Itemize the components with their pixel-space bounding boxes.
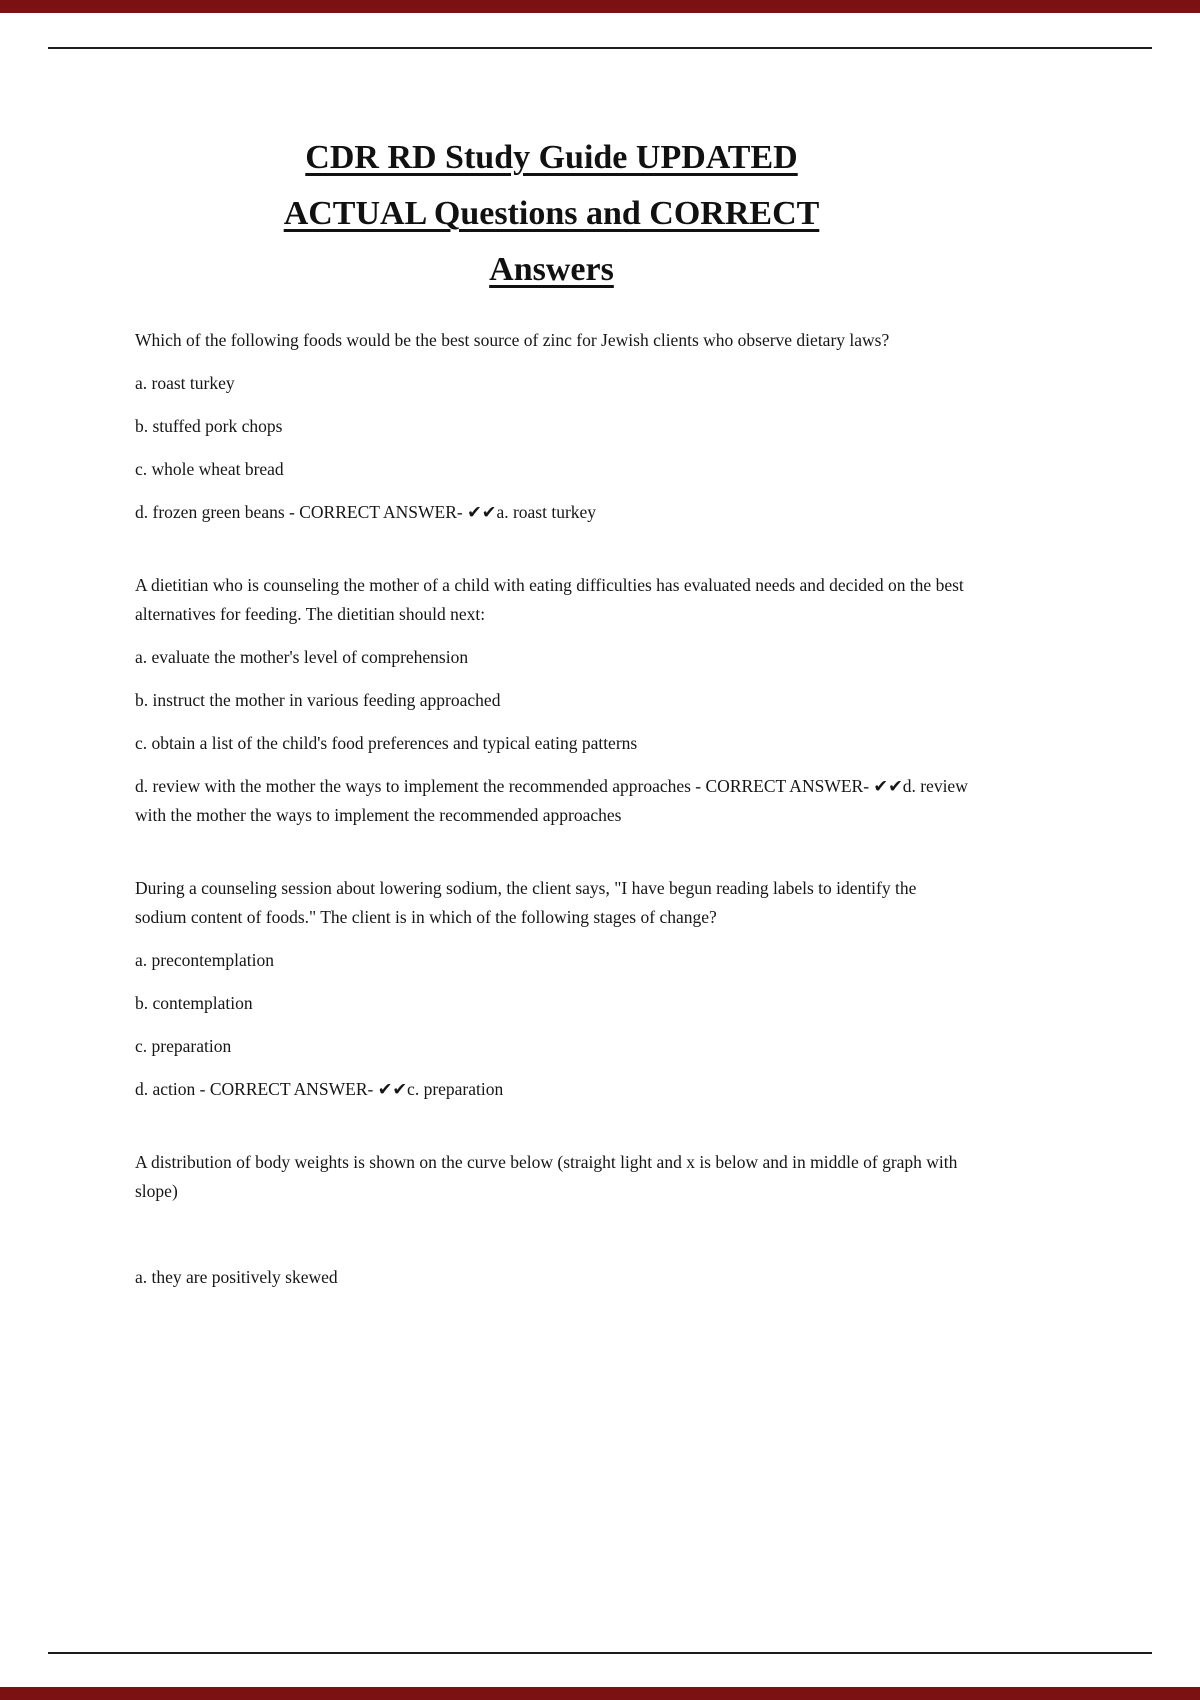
document-title-line: CDR RD Study Guide UPDATED [305,139,798,176]
qa-list [135,326,968,1292]
qa-block [135,571,968,830]
answer-option: a. precontemplation [135,950,274,970]
document-title-line: Answers [489,251,614,288]
question-text: A distribution of body weights is shown on the curve below (straight light and x is below and in middle of graph with slope) [135,1152,958,1201]
top-rule [48,47,1152,49]
spacer-line [135,1220,968,1249]
answer-option: a. they are positively skewed [135,1267,338,1287]
page-content [135,130,968,1306]
answer-option: d. frozen green beans - CORRECT ANSWER- ✔✔a. roast turkey [135,502,597,522]
answer-option: b. contemplation [135,993,253,1013]
document-title [135,130,968,298]
bottom-rule [48,1652,1152,1654]
answer-option: a. roast turkey [135,373,235,393]
bottom-edge-bar [0,1687,1200,1700]
answer-option: c. obtain a list of the child's food preferences and typical eating patterns [135,733,638,753]
question-text: Which of the following foods would be the best source of zinc for Jewish clients who observe dietary laws? [135,330,890,350]
answer-option: a. evaluate the mother's level of comprehension [135,647,469,667]
answer-option: c. whole wheat bread [135,459,284,479]
qa-block [135,1148,968,1292]
qa-block [135,874,968,1104]
question-text: During a counseling session about lowering sodium, the client says, "I have begun reading labels to identify the sodium content of foods." The client is in which of the following stages of change? [135,878,917,927]
answer-option: b. stuffed pork chops [135,416,283,436]
answer-option: c. preparation [135,1036,232,1056]
qa-block [135,326,968,527]
question-text: A dietitian who is counseling the mother of a child with eating difficulties has evaluated needs and decided on the best alternatives for feeding. The dietitian should next: [135,575,964,624]
answer-option: b. instruct the mother in various feeding approached [135,690,501,710]
answer-option: d. action - CORRECT ANSWER- ✔✔c. preparation [135,1079,504,1099]
answer-option: d. review with the mother the ways to implement the recommended approaches - CORRECT ANSWER- ✔✔d. review with the mother the ways to implement the recommended approaches [135,776,968,825]
top-edge-bar [0,0,1200,13]
document-title-line: ACTUAL Questions and CORRECT [283,195,820,232]
